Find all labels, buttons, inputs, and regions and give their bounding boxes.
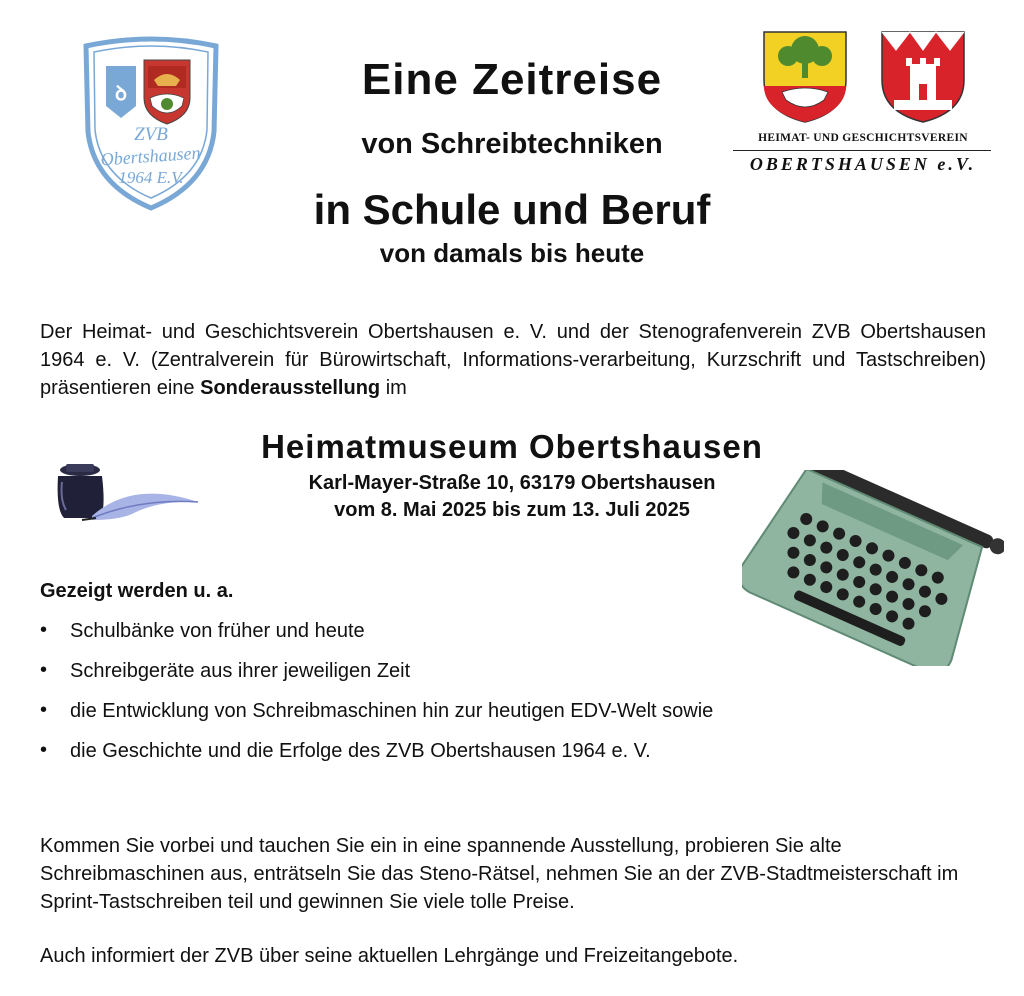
typewriter-icon (742, 470, 1004, 666)
intro-paragraph (40, 318, 986, 402)
list-item: • Schulbänke von früher und heute (40, 620, 713, 660)
intro-tail: im (380, 377, 407, 399)
zvb-logo-line2: Obertshausen (100, 142, 202, 170)
exhibits-heading: Gezeigt werden u. a. (40, 580, 234, 602)
heimatverein-name-line1: HEIMAT- UND GESCHICHTSVEREIN (758, 132, 968, 144)
museum-name: Heimatmuseum Obertshausen (261, 428, 763, 465)
zvb-logo-line1: ZVB (134, 124, 168, 145)
intro-bold: Sonderausstellung (200, 377, 381, 399)
headline-main: in Schule und Beruf (313, 186, 711, 233)
venue-dates: vom 8. Mai 2025 bis zum 13. Juli 2025 (334, 499, 690, 521)
zvb-logo-line3: 1964 E.V. (118, 168, 184, 187)
svg-text:ꝺ: ꝺ (115, 83, 127, 105)
venue-address: Karl-Mayer-Straße 10, 63179 Obertshausen (308, 472, 716, 494)
heimatverein-name-line2: OBERTSHAUSEN e.V. (749, 154, 977, 174)
intro-text: Der Heimat- und Geschichtsverein Obertshausen e. V. und der Stenografenverein ZVB Obertshausen 1964 e. V. (Zentralverein für Bürowirtschaft, Informations-verarbeitung, Kurzschrift und Tastschreiben) präsentieren eine (40, 321, 986, 399)
outro-paragraph: Kommen Sie vorbei und tauchen Sie ein in eine spannende Ausstellung, probieren Sie alte Schreibmaschinen aus, enträtseln Sie das Steno-Rätsel, nehmen Sie an der ZVB-Stadtmeisterschaft im Sprint-Tastschreiben teil und gewinnen Sie viele tolle Preise. (40, 835, 959, 913)
list-item: • die Entwicklung von Schreibmaschinen hin zur heutigen EDV-Welt sowie (40, 700, 713, 740)
list-item: • Schreibgeräte aus ihrer jeweiligen Zeit (40, 660, 713, 700)
exhibits-list (40, 620, 713, 780)
list-item: • die Geschichte und die Erfolge des ZVB Obertshausen 1964 e. V. (40, 740, 713, 780)
final-paragraph: Auch informiert der ZVB über seine aktuellen Lehrgänge und Freizeitangebote. (40, 945, 739, 967)
headline-subtitle: von Schreibtechniken (361, 128, 663, 160)
headline-tagline: von damals bis heute (379, 238, 645, 268)
headline-title: Eine Zeitreise (361, 55, 663, 104)
